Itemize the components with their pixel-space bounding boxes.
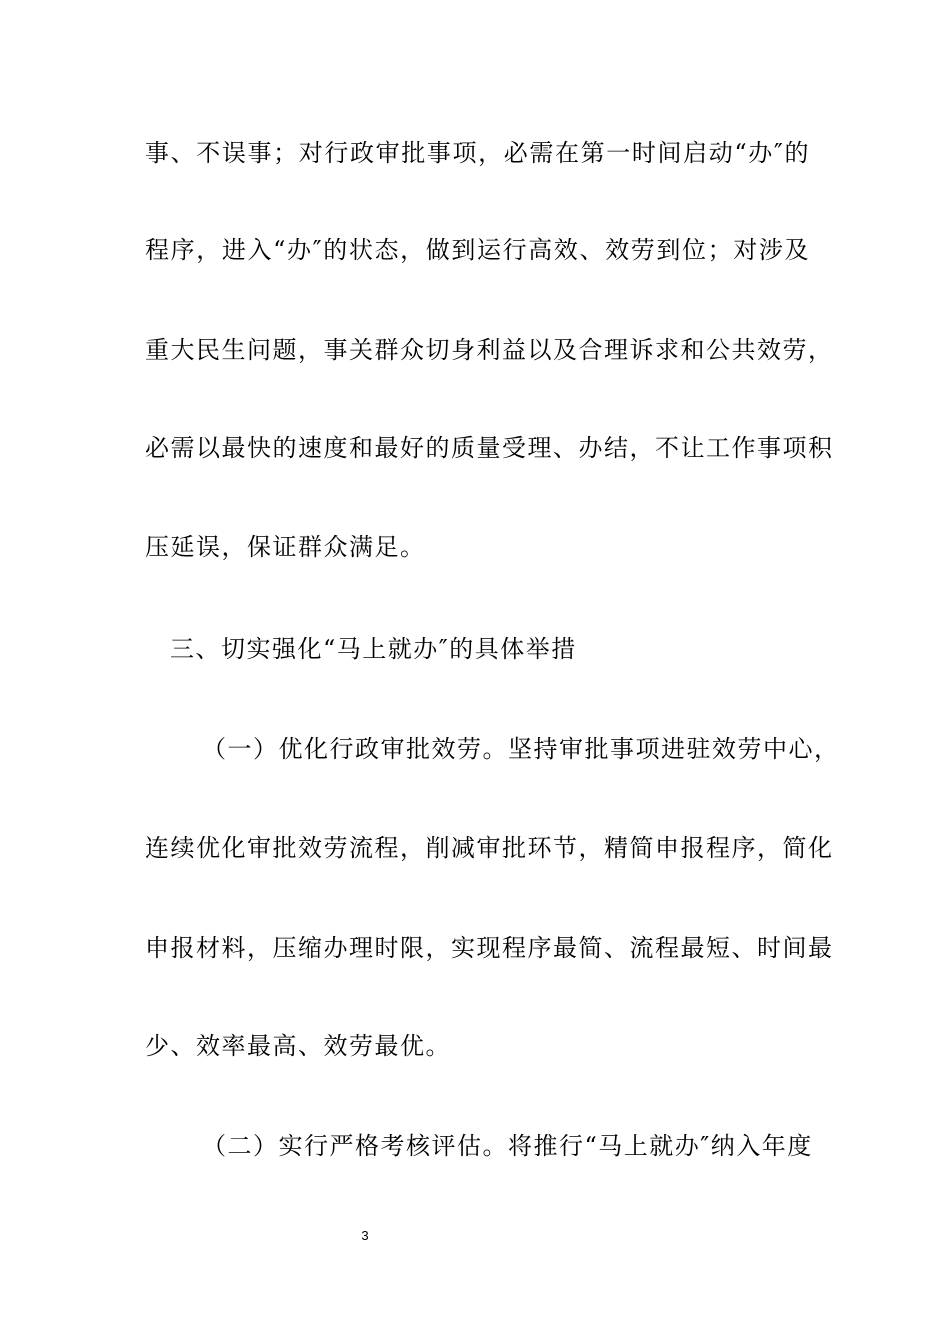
body-text-line: 事、不误事；对行政审批事项，必需在第一时间启动“办″的 bbox=[145, 139, 810, 167]
body-text-line: 压延误，保证群众满足。 bbox=[145, 533, 426, 561]
section-heading: 三、切实强化“马上就办″的具体举措 bbox=[170, 635, 577, 663]
body-text-line: 必需以最快的速度和最好的质量受理、办结，不让工作事项积 bbox=[145, 434, 834, 462]
body-text-line: 重大民生问题，事关群众切身利益以及合理诉求和公共效劳， bbox=[145, 336, 834, 364]
subsection-paragraph-start: （二）实行严格考核评估。将推行“马上就办″纳入年度 bbox=[202, 1132, 813, 1160]
body-text-line: 程序，进入“办″的状态，做到运行高效、效劳到位；对涉及 bbox=[145, 236, 810, 264]
body-text-line: 连续优化审批效劳流程，削减审批环节，精简申报程序，简化 bbox=[145, 834, 834, 862]
subsection-paragraph-start: （一）优化行政审批效劳。坚持审批事项进驻效劳中心， bbox=[202, 735, 840, 763]
page-number: 3 bbox=[361, 1228, 369, 1243]
body-text-line: 申报材料，压缩办理时限，实现程序最简、流程最短、时间最 bbox=[145, 934, 834, 962]
body-text-line: 少、效率最高、效劳最优。 bbox=[145, 1032, 451, 1060]
